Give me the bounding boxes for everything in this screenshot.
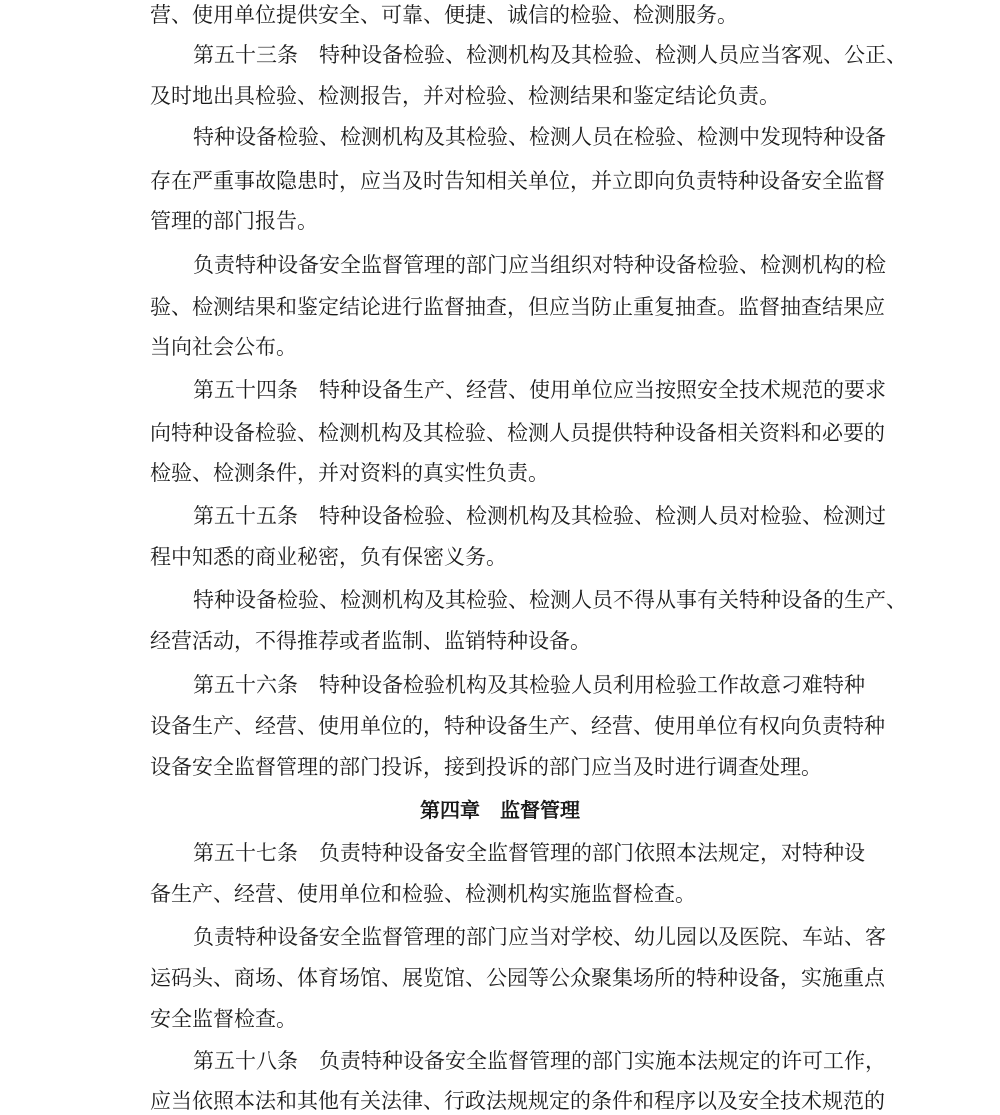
text-line: 特种设备检验、检测机构及其检验、检测人员在检验、检测中发现特种设备	[193, 125, 886, 149]
text-line: 向特种设备检验、检测机构及其检验、检测人员提供特种设备相关资料和必要的	[150, 421, 885, 445]
text-line: 验、检测结果和鉴定结论进行监督抽查，但应当防止重复抽查。监督抽查结果应	[150, 295, 885, 319]
text-line: 安全监督检查。	[150, 1007, 297, 1031]
article-57-line: 第五十七条 负责特种设备安全监督管理的部门依照本法规定，对特种设	[193, 841, 865, 865]
text-line: 当向社会公布。	[150, 335, 297, 359]
text-line: 存在严重事故隐患时，应当及时告知相关单位，并立即向负责特种设备安全监督	[150, 169, 885, 193]
article-55-line: 第五十五条 特种设备检验、检测机构及其检验、检测人员对检验、检测过	[193, 504, 886, 528]
text-line: 应当依照本法和其他有关法律、行政法规规定的条件和程序以及安全技术规范的	[150, 1089, 885, 1113]
text-line: 备生产、经营、使用单位和检验、检测机构实施监督检查。	[150, 882, 696, 906]
article-56-line: 第五十六条 特种设备检验机构及其检验人员利用检验工作故意刁难特种	[193, 673, 865, 697]
text-line: 检验、检测条件，并对资料的真实性负责。	[150, 461, 549, 485]
text-line: 程中知悉的商业秘密，负有保密义务。	[150, 545, 507, 569]
text-line: 负责特种设备安全监督管理的部门应当组织对特种设备检验、检测机构的检	[193, 253, 886, 277]
article-54-line: 第五十四条 特种设备生产、经营、使用单位应当按照安全技术规范的要求	[193, 378, 886, 402]
text-line: 管理的部门报告。	[150, 209, 318, 233]
text-line: 设备安全监督管理的部门投诉，接到投诉的部门应当及时进行调查处理。	[150, 755, 822, 779]
text-line: 经营活动，不得推荐或者监制、监销特种设备。	[150, 629, 591, 653]
article-58-line: 第五十八条 负责特种设备安全监督管理的部门实施本法规定的许可工作，	[193, 1049, 886, 1073]
chapter-title: 第四章 监督管理	[420, 798, 580, 822]
text-line: 特种设备检验、检测机构及其检验、检测人员不得从事有关特种设备的生产、	[193, 588, 907, 612]
text-line: 设备生产、经营、使用单位的，特种设备生产、经营、使用单位有权向负责特种	[150, 714, 885, 738]
text-line: 负责特种设备安全监督管理的部门应当对学校、幼儿园以及医院、车站、客	[193, 925, 886, 949]
text-line: 营、使用单位提供安全、可靠、便捷、诚信的检验、检测服务。	[150, 3, 738, 27]
text-line: 及时地出具检验、检测报告，并对检验、检测结果和鉴定结论负责。	[150, 84, 780, 108]
article-53-line: 第五十三条 特种设备检验、检测机构及其检验、检测人员应当客观、公正、	[193, 43, 907, 67]
text-line: 运码头、商场、体育场馆、展览馆、公园等公众聚集场所的特种设备，实施重点	[150, 966, 885, 990]
